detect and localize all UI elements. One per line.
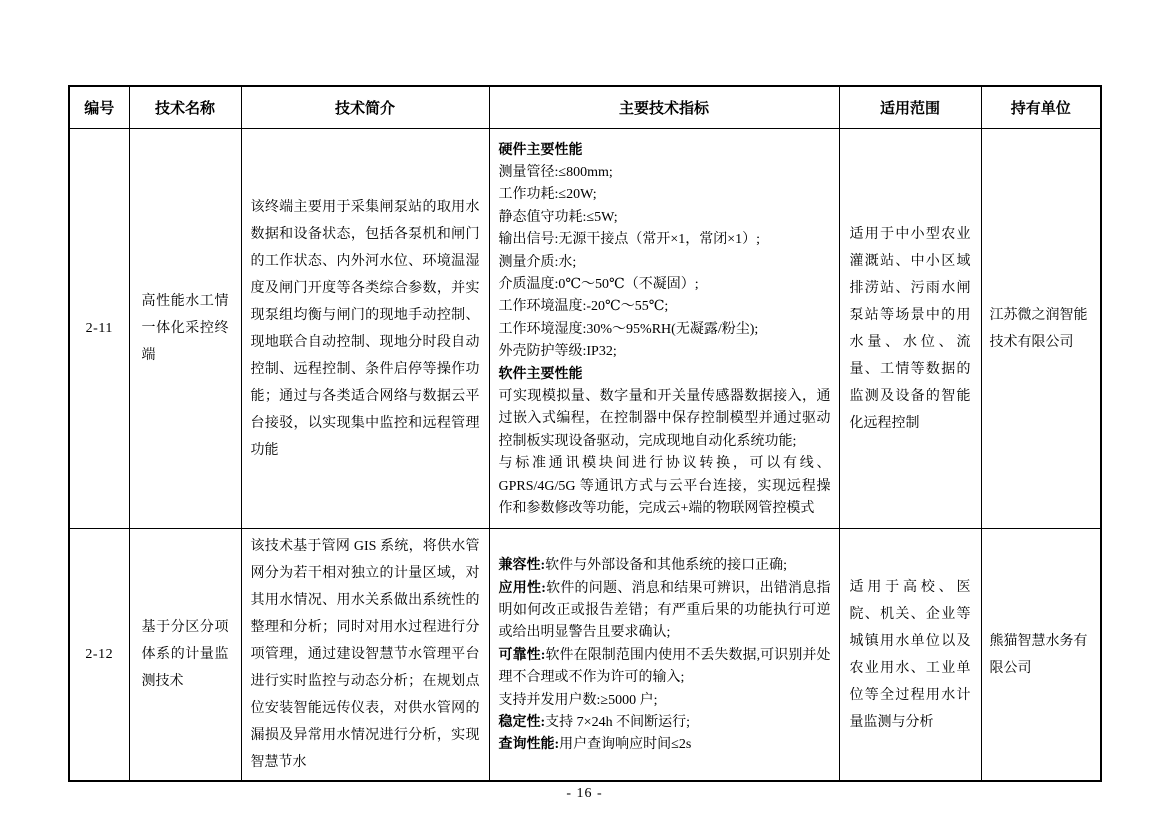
table-row [69, 129, 1101, 529]
tech-intro: 该终端主要用于采集闸泵站的取用水数据和设备状态，包括各泵机和闸门的工作状态、内外河水位、环境温湿度及闸门开度等各类综合参数，并实现泵组均衡与闸门的现地手动控制、现地联合自动控制、现地分时段自动控制、远程控制、条件启停等操作功能；通过与各类适合网络与数据云平台接驳，以实现集中监控和远程管理功能 [241, 129, 489, 529]
header-tech-name: 技术名称 [129, 86, 241, 129]
indicator-text: 软件的问题、消息和结果可辨识，出错消息指明如何改正或报告差错；有严重后果的功能执行可逆或给出明显警告且要求确认; [498, 580, 831, 641]
tech-indicators [489, 529, 839, 782]
indicator-line: 测量管径:≤800mm; [498, 164, 613, 180]
tech-holder: 江苏微之润智能技术有限公司 [981, 129, 1101, 529]
technology-spec-table [68, 85, 1102, 782]
indicator-label: 应用性: [498, 580, 546, 596]
indicator-heading: 软件主要性能 [498, 366, 583, 382]
indicator-text: 支持 7×24h 不间断运行; [545, 715, 690, 731]
header-tech-intro: 技术简介 [241, 86, 489, 129]
tech-intro: 该技术基于管网 GIS 系统，将供水管网分为若干相对独立的计量区域，对其用水情况、用水关系做出系统性的整理和分析；同时对用水过程进行分项管理，通过建设智慧节水管理平台进行实时监控与动态分析；在规划点位安装智能远传仪表，对供水管网的漏损及异常用水情况进行分析，实现智慧节水 [241, 529, 489, 782]
indicator-label: 查询性能: [498, 737, 560, 753]
table-header-row [69, 86, 1101, 129]
tech-scope: 适用于中小型农业灌溉站、中小区域排涝站、污雨水闸泵站等场景中的用水量、水位、流量、工情等数据的监测及设备的智能化远程控制 [839, 129, 981, 529]
indicator-line [499, 578, 831, 645]
indicator-line: 可实现模拟量、数字量和开关量传感器数据接入，通过嵌入式编程，在控制器中保存控制模型并通过驱动控制板实现设备驱动，完成现地自动化系统功能; [498, 389, 831, 449]
row-id: 2-12 [69, 529, 129, 782]
page-number: - 16 - [566, 786, 603, 801]
indicator-label: 兼容性: [498, 558, 546, 574]
indicator-label: 稳定性: [498, 715, 546, 731]
indicator-line: 工作环境温度:-20℃～55℃; [498, 299, 669, 315]
header-scope: 适用范围 [839, 86, 981, 129]
table-row [69, 529, 1101, 782]
header-main-indicators: 主要技术指标 [489, 86, 839, 129]
indicator-line: 外壳防护等级:IP32; [498, 344, 617, 360]
indicator-line [499, 712, 831, 734]
header-id: 编号 [69, 86, 129, 129]
tech-indicators [489, 129, 839, 529]
indicator-line: 工作功耗:≤20W; [498, 187, 597, 203]
indicator-line: 与标准通讯模块间进行协议转换，可以有线、GPRS/4G/5G 等通讯方式与云平台连接，实现远程操作和参数修改等功能，完成云+端的物联网管控模式 [498, 456, 831, 517]
tech-holder: 熊猫智慧水务有限公司 [981, 529, 1101, 782]
indicator-line [499, 734, 831, 756]
header-holder: 持有单位 [981, 86, 1101, 129]
tech-name: 高性能水工情一体化采控终端 [129, 129, 241, 529]
indicator-line [499, 555, 831, 577]
indicator-line: 支持并发用户数:≥5000 户; [498, 692, 658, 708]
indicator-text: 软件与外部设备和其他系统的接口正确; [545, 558, 788, 574]
indicator-heading: 硬件主要性能 [498, 142, 583, 158]
indicator-line: 测量介质:水; [498, 254, 577, 270]
indicator-text: 用户查询响应时间≤2s [559, 737, 692, 753]
indicator-line: 介质温度:0℃～50℃（不凝固）; [498, 276, 699, 292]
indicator-line: 输出信号:无源干接点（常开×1，常闭×1）; [498, 232, 761, 248]
indicator-label: 可靠性: [498, 647, 546, 663]
indicator-text: 软件在限制范围内使用不丢失数据,可识别并处理不合理或不作为许可的输入; [498, 647, 831, 686]
tech-name: 基于分区分项体系的计量监测技术 [129, 529, 241, 782]
indicator-line: 静态值守功耗:≤5W; [498, 209, 618, 225]
tech-scope: 适用于高校、医院、机关、企业等城镇用水单位以及农业用水、工业单位等全过程用水计量监测与分析 [839, 529, 981, 782]
indicator-line [499, 645, 831, 690]
indicator-line: 工作环境湿度:30%～95%RH(无凝露/粉尘); [498, 321, 759, 337]
row-id: 2-11 [69, 129, 129, 529]
